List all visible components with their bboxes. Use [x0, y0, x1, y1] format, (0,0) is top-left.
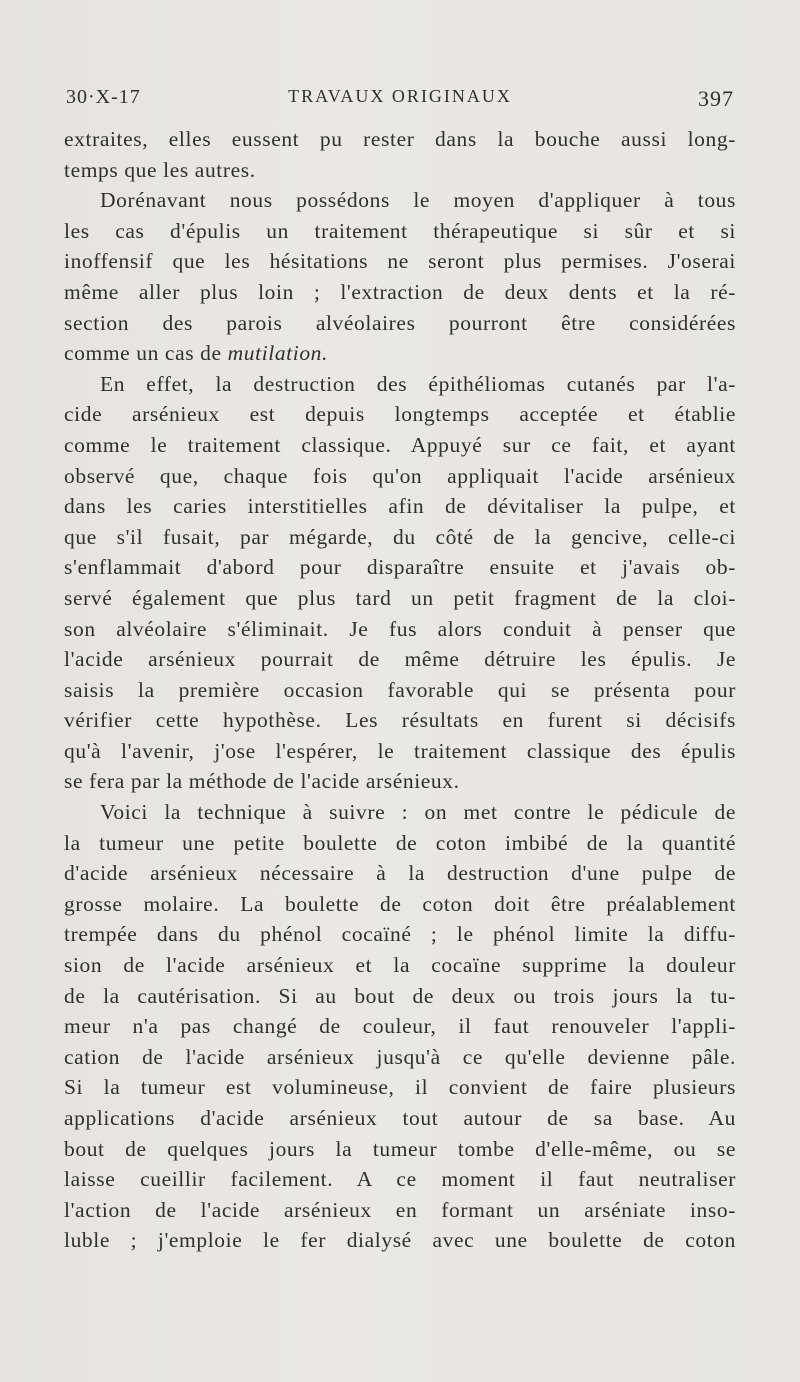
text-line: cide arsénieux est depuis longtemps acceptée et établie [64, 402, 736, 427]
text-line: la tumeur une petite boulette de coton imbibé de la quantité [64, 830, 736, 855]
text-line: servé également que plus tard un petit fragment de la cloi- [64, 585, 736, 610]
text-line: applications d'acide arsénieux tout autour de sa base. Au [64, 1106, 736, 1130]
text-line: les cas d'épulis un traitement thérapeutique si sûr et si [64, 218, 736, 243]
text-line: section des parois alvéolaires pourront être considérées [64, 310, 736, 335]
text-line: de la cautérisation. Si au bout de deux ou trois jours la tu- [64, 983, 736, 1008]
text-line: se fera par la méthode de l'acide arsénieux. [64, 769, 460, 794]
text-line: dans les caries interstitielles afin de dévitaliser la pulpe, et [64, 494, 736, 519]
text-line: l'action de l'acide arsénieux en formant un arséniate inso- [64, 1197, 736, 1222]
running-header [66, 86, 734, 120]
text-line: s'enflammait d'abord pour disparaître ensuite et j'avais ob- [64, 555, 736, 580]
header-title: TRAVAUX ORIGINAUX [288, 86, 512, 106]
text-line: temps que les autres. [64, 157, 256, 182]
text-line: son alvéolaire s'éliminait. Je fus alors conduit à penser que [64, 616, 736, 641]
text-fragment: comme un cas de [64, 341, 222, 366]
text-line: bout de quelques jours la tumeur tombe d'elle-même, ou se [64, 1136, 736, 1161]
text-line: vérifier cette hypothèse. Les résultats en furent si décisifs [64, 708, 736, 733]
text-line: Voici la technique à suivre : on met contre le pédicule de [100, 800, 736, 825]
body-text [64, 124, 736, 1256]
page-number: 397 [698, 86, 734, 111]
text-line: sion de l'acide arsénieux et la cocaïne supprime la douleur [64, 953, 736, 978]
header-date: 30·X-17 [66, 86, 141, 108]
text-line: laisse cueillir facilement. A ce moment il faut neutraliser [64, 1167, 736, 1192]
text-line-with-italic [64, 338, 736, 369]
text-line: inoffensif que les hésitations ne seront plus permises. J'oserai [64, 249, 736, 274]
text-line: meur n'a pas changé de couleur, il faut renouveler l'appli- [64, 1014, 736, 1039]
text-line: saisis la première occasion favorable qui se présenta pour [64, 677, 736, 702]
text-line: d'acide arsénieux nécessaire à la destruction d'une pulpe de [64, 861, 736, 886]
text-line: même aller plus loin ; l'extraction de deux dents et la ré- [64, 279, 736, 304]
text-line: extraites, elles eussent pu rester dans la bouche aussi long- [64, 127, 736, 151]
text-line: l'acide arsénieux pourrait de même détruire les épulis. Je [64, 647, 736, 672]
text-line: qu'à l'avenir, j'ose l'espérer, le traitement classique des épulis [64, 738, 736, 763]
text-line: luble ; j'emploie le fer dialysé avec une boulette de coton [64, 1228, 736, 1253]
text-line: trempée dans du phénol cocaïné ; le phénol limite la diffu- [64, 922, 736, 947]
text-line: cation de l'acide arsénieux jusqu'à ce qu'elle devienne pâle. [64, 1044, 736, 1069]
text-line: observé que, chaque fois qu'on appliquait l'acide arsénieux [64, 463, 736, 488]
text-line: comme le traitement classique. Appuyé sur ce fait, et ayant [64, 432, 736, 457]
italic-word: mutilation. [227, 341, 329, 366]
text-line: En effet, la destruction des épithéliomas cutanés par l'a- [100, 371, 736, 396]
text-line: Si la tumeur est volumineuse, il convient de faire plusieurs [64, 1075, 736, 1100]
text-line: Dorénavant nous possédons le moyen d'appliquer à tous [100, 188, 736, 213]
text-line: grosse molaire. La boulette de coton doit être préalablement [64, 891, 736, 916]
text-line: que s'il fusait, par mégarde, du côté de la gencive, celle-ci [64, 524, 736, 549]
